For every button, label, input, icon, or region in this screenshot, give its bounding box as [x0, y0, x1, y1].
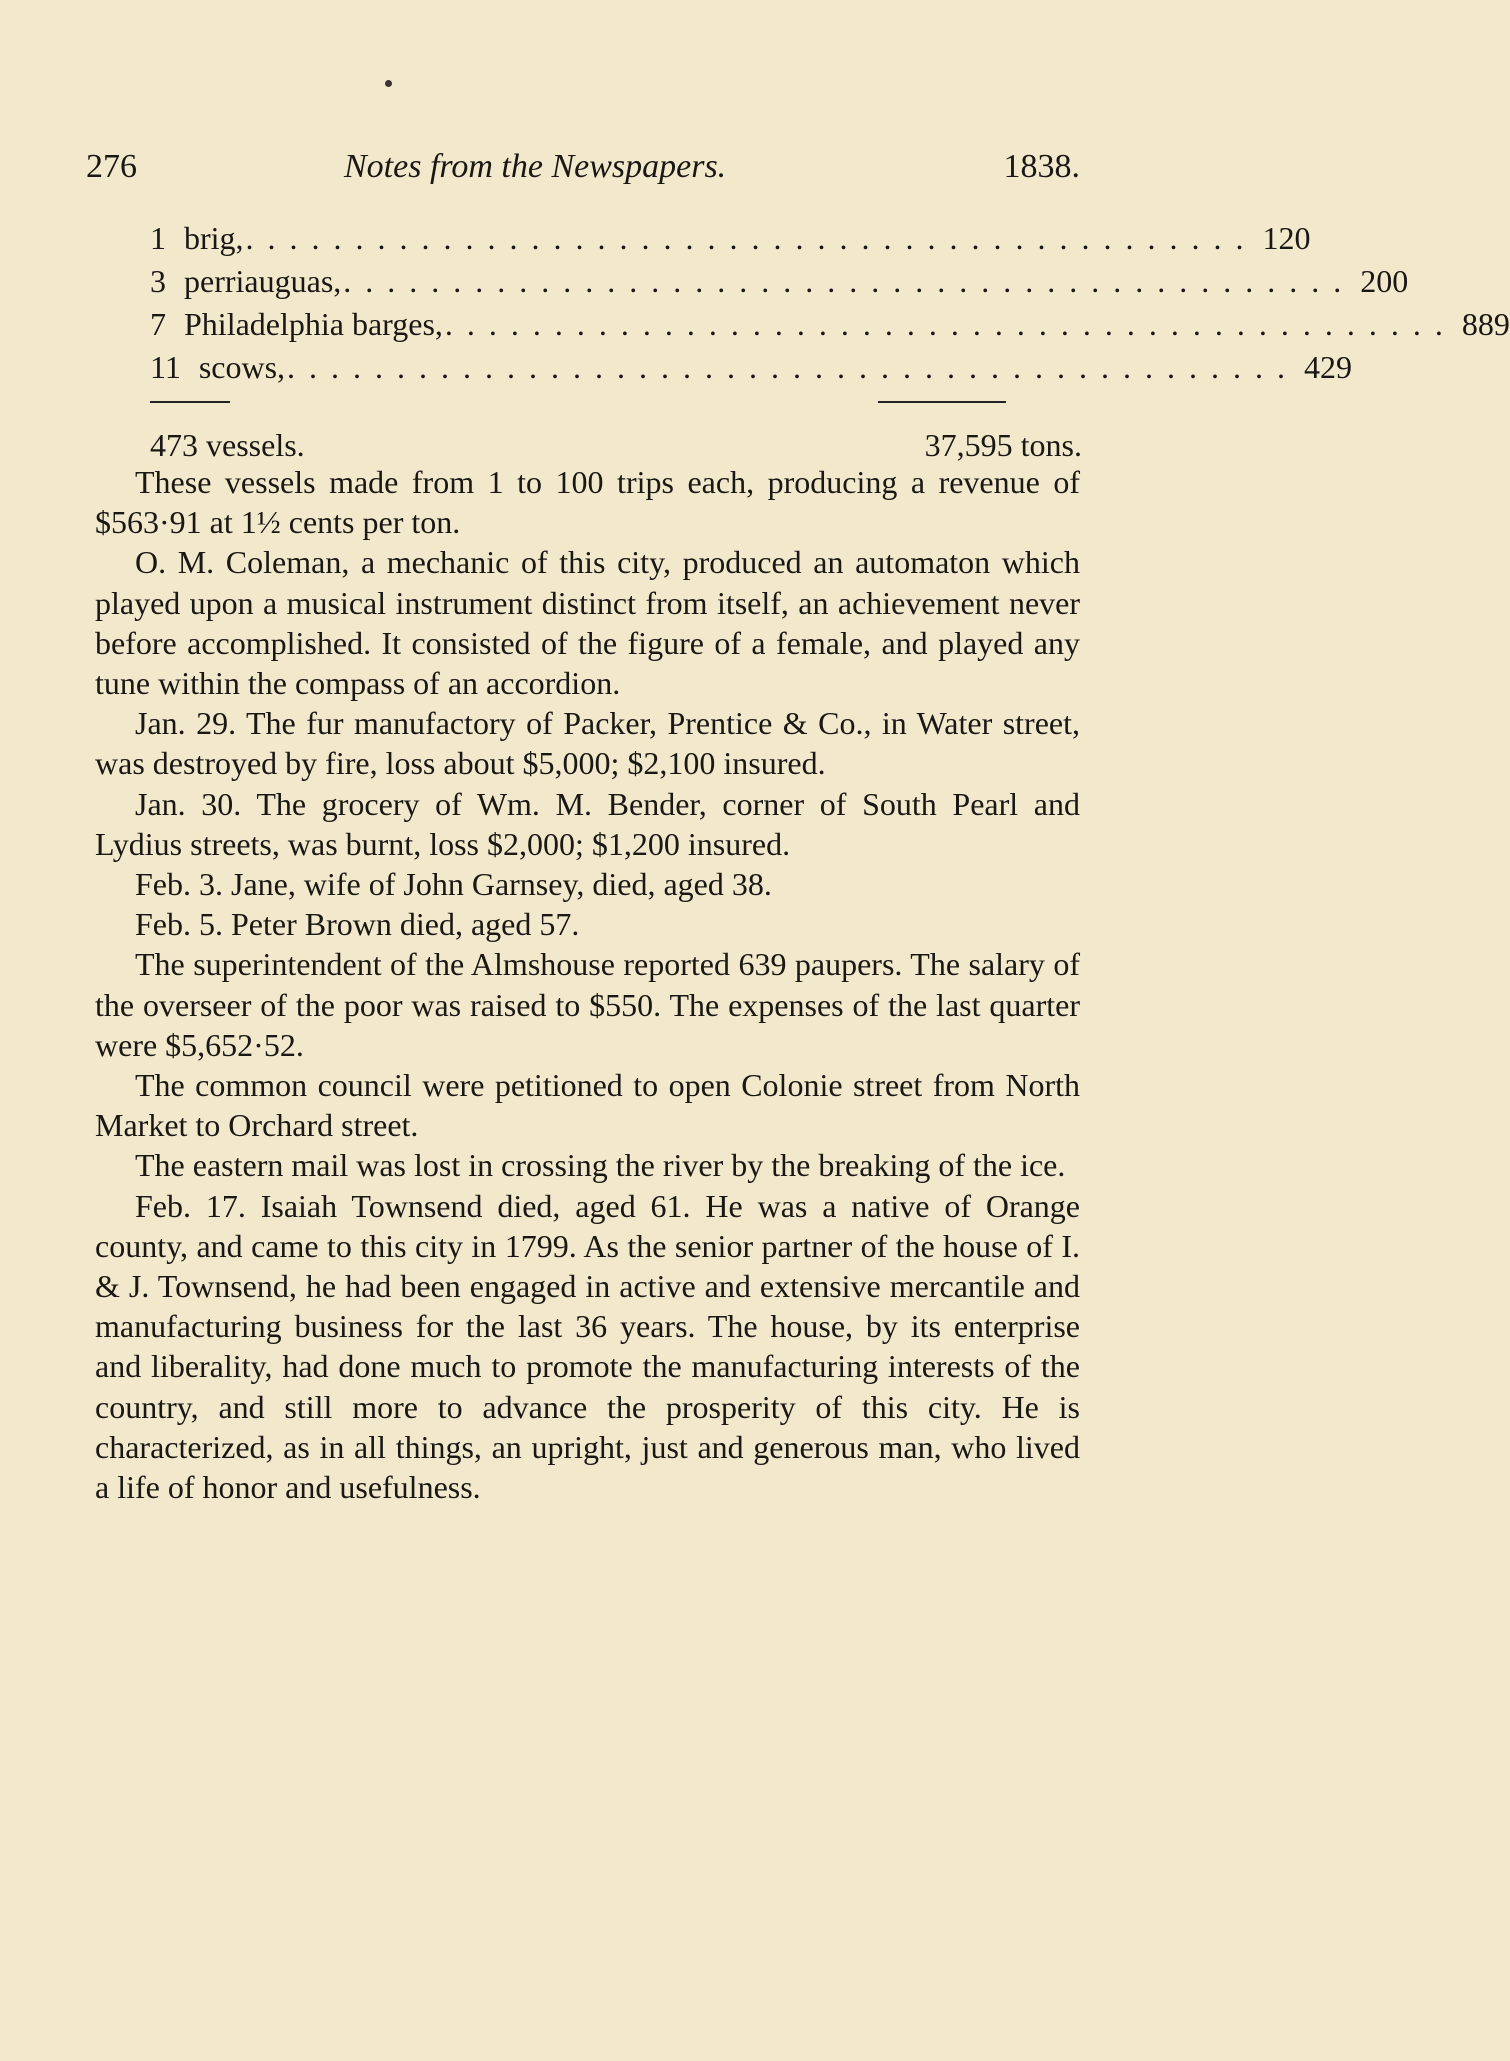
total-vessels: 473 vessels.	[150, 427, 305, 463]
tally-count: 1	[150, 220, 166, 256]
tally-vessel: scows,	[198, 349, 286, 385]
paragraph: The eastern mail was lost in crossing the river by the breaking of the ice.	[135, 1147, 1066, 1184]
ink-dot	[385, 80, 392, 87]
tally-row	[150, 306, 1510, 349]
tally-count: 3	[150, 263, 166, 299]
tally-count: 7	[150, 306, 166, 342]
paragraph: Feb. 17. Isaiah Townsend died, aged 61. He was a native of Orange county, and came to this city in 1799. As the senior partner of the house of I. & J. Townsend, he had been engaged in active and extensive mercantile and manufacturing business for the last 36 years. The house, by its enterprise and liberality, had done much to promote the manufacturing interests of the country, and still more to advance the prosperity of this city. He is characterized, as in all things, an upright, just and generous man, who lived a life of honor and usefulness.	[95, 1187, 1080, 1506]
tally-vessel: perriauguas,	[184, 263, 342, 299]
tally-tons: 200	[1360, 263, 1409, 299]
page-number: 276	[86, 148, 137, 185]
tally-row	[150, 220, 1311, 263]
tally-row	[150, 263, 1409, 306]
paragraph: Jan. 30. The grocery of Wm. M. Bender, corner of South Pearl and Lydius streets, was burnt, loss $2,000; $1,200 insured.	[95, 785, 1080, 862]
article-body	[95, 462, 1080, 1507]
leader-dots: . . . . . . . . . . . . . . . . . . . . . . . . . . . . . . . . . . . . . . . . . . . . . .	[343, 263, 1345, 299]
header-year: 1838.	[1003, 148, 1080, 185]
leader-dots: . . . . . . . . . . . . . . . . . . . . . . . . . . . . . . . . . . . . . . . . . . . . . .	[287, 349, 1289, 385]
leader-dots: . . . . . . . . . . . . . . . . . . . . . . . . . . . . . . . . . . . . . . . . . . . . . .	[245, 220, 1247, 256]
tally-tons: 120	[1262, 220, 1311, 256]
paragraph: Feb. 3. Jane, wife of John Garnsey, died, aged 38.	[135, 866, 772, 903]
paragraph: The common council were petitioned to open Colonie street from North Market to Orchard street.	[95, 1067, 1080, 1144]
tally-vessel: brig,	[184, 220, 244, 256]
tally-row	[150, 349, 1353, 392]
tally-tons: 429	[1304, 349, 1353, 385]
tally-tons: 889	[1461, 306, 1510, 342]
total-tons: 37,595 tons.	[924, 427, 1082, 463]
paragraph: The superintendent of the Almshouse reported 639 paupers. The salary of the overseer of the poor was raised to $550. The expenses of the last quarter were $5,652·52.	[95, 946, 1080, 1063]
vessel-tally	[150, 220, 1510, 392]
sum-rule-right	[878, 401, 1006, 403]
page-header	[86, 148, 1080, 198]
paragraph: Jan. 29. The fur manufactory of Packer, Prentice & Co., in Water street, was destroyed by fire, loss about $5,000; $2,100 insured.	[95, 705, 1080, 782]
paragraph: Feb. 5. Peter Brown died, aged 57.	[135, 906, 580, 943]
sum-rule-left	[150, 401, 230, 403]
running-title: Notes from the Newspapers.	[344, 148, 727, 185]
tally-count: 11	[150, 349, 181, 385]
paragraph: These vessels made from 1 to 100 trips each, producing a revenue of $563·91 at 1½ cents per ton.	[95, 464, 1080, 541]
tally-vessel: Philadelphia barges,	[184, 306, 443, 342]
paragraph: O. M. Coleman, a mechanic of this city, produced an automaton which played upon a musical instrument distinct from itself, an achievement never before accomplished. It consisted of the figure of a female, and played any tune within the compass of an accordion.	[95, 544, 1080, 702]
leader-dots: . . . . . . . . . . . . . . . . . . . . . . . . . . . . . . . . . . . . . . . . . . . . . .	[444, 306, 1446, 342]
